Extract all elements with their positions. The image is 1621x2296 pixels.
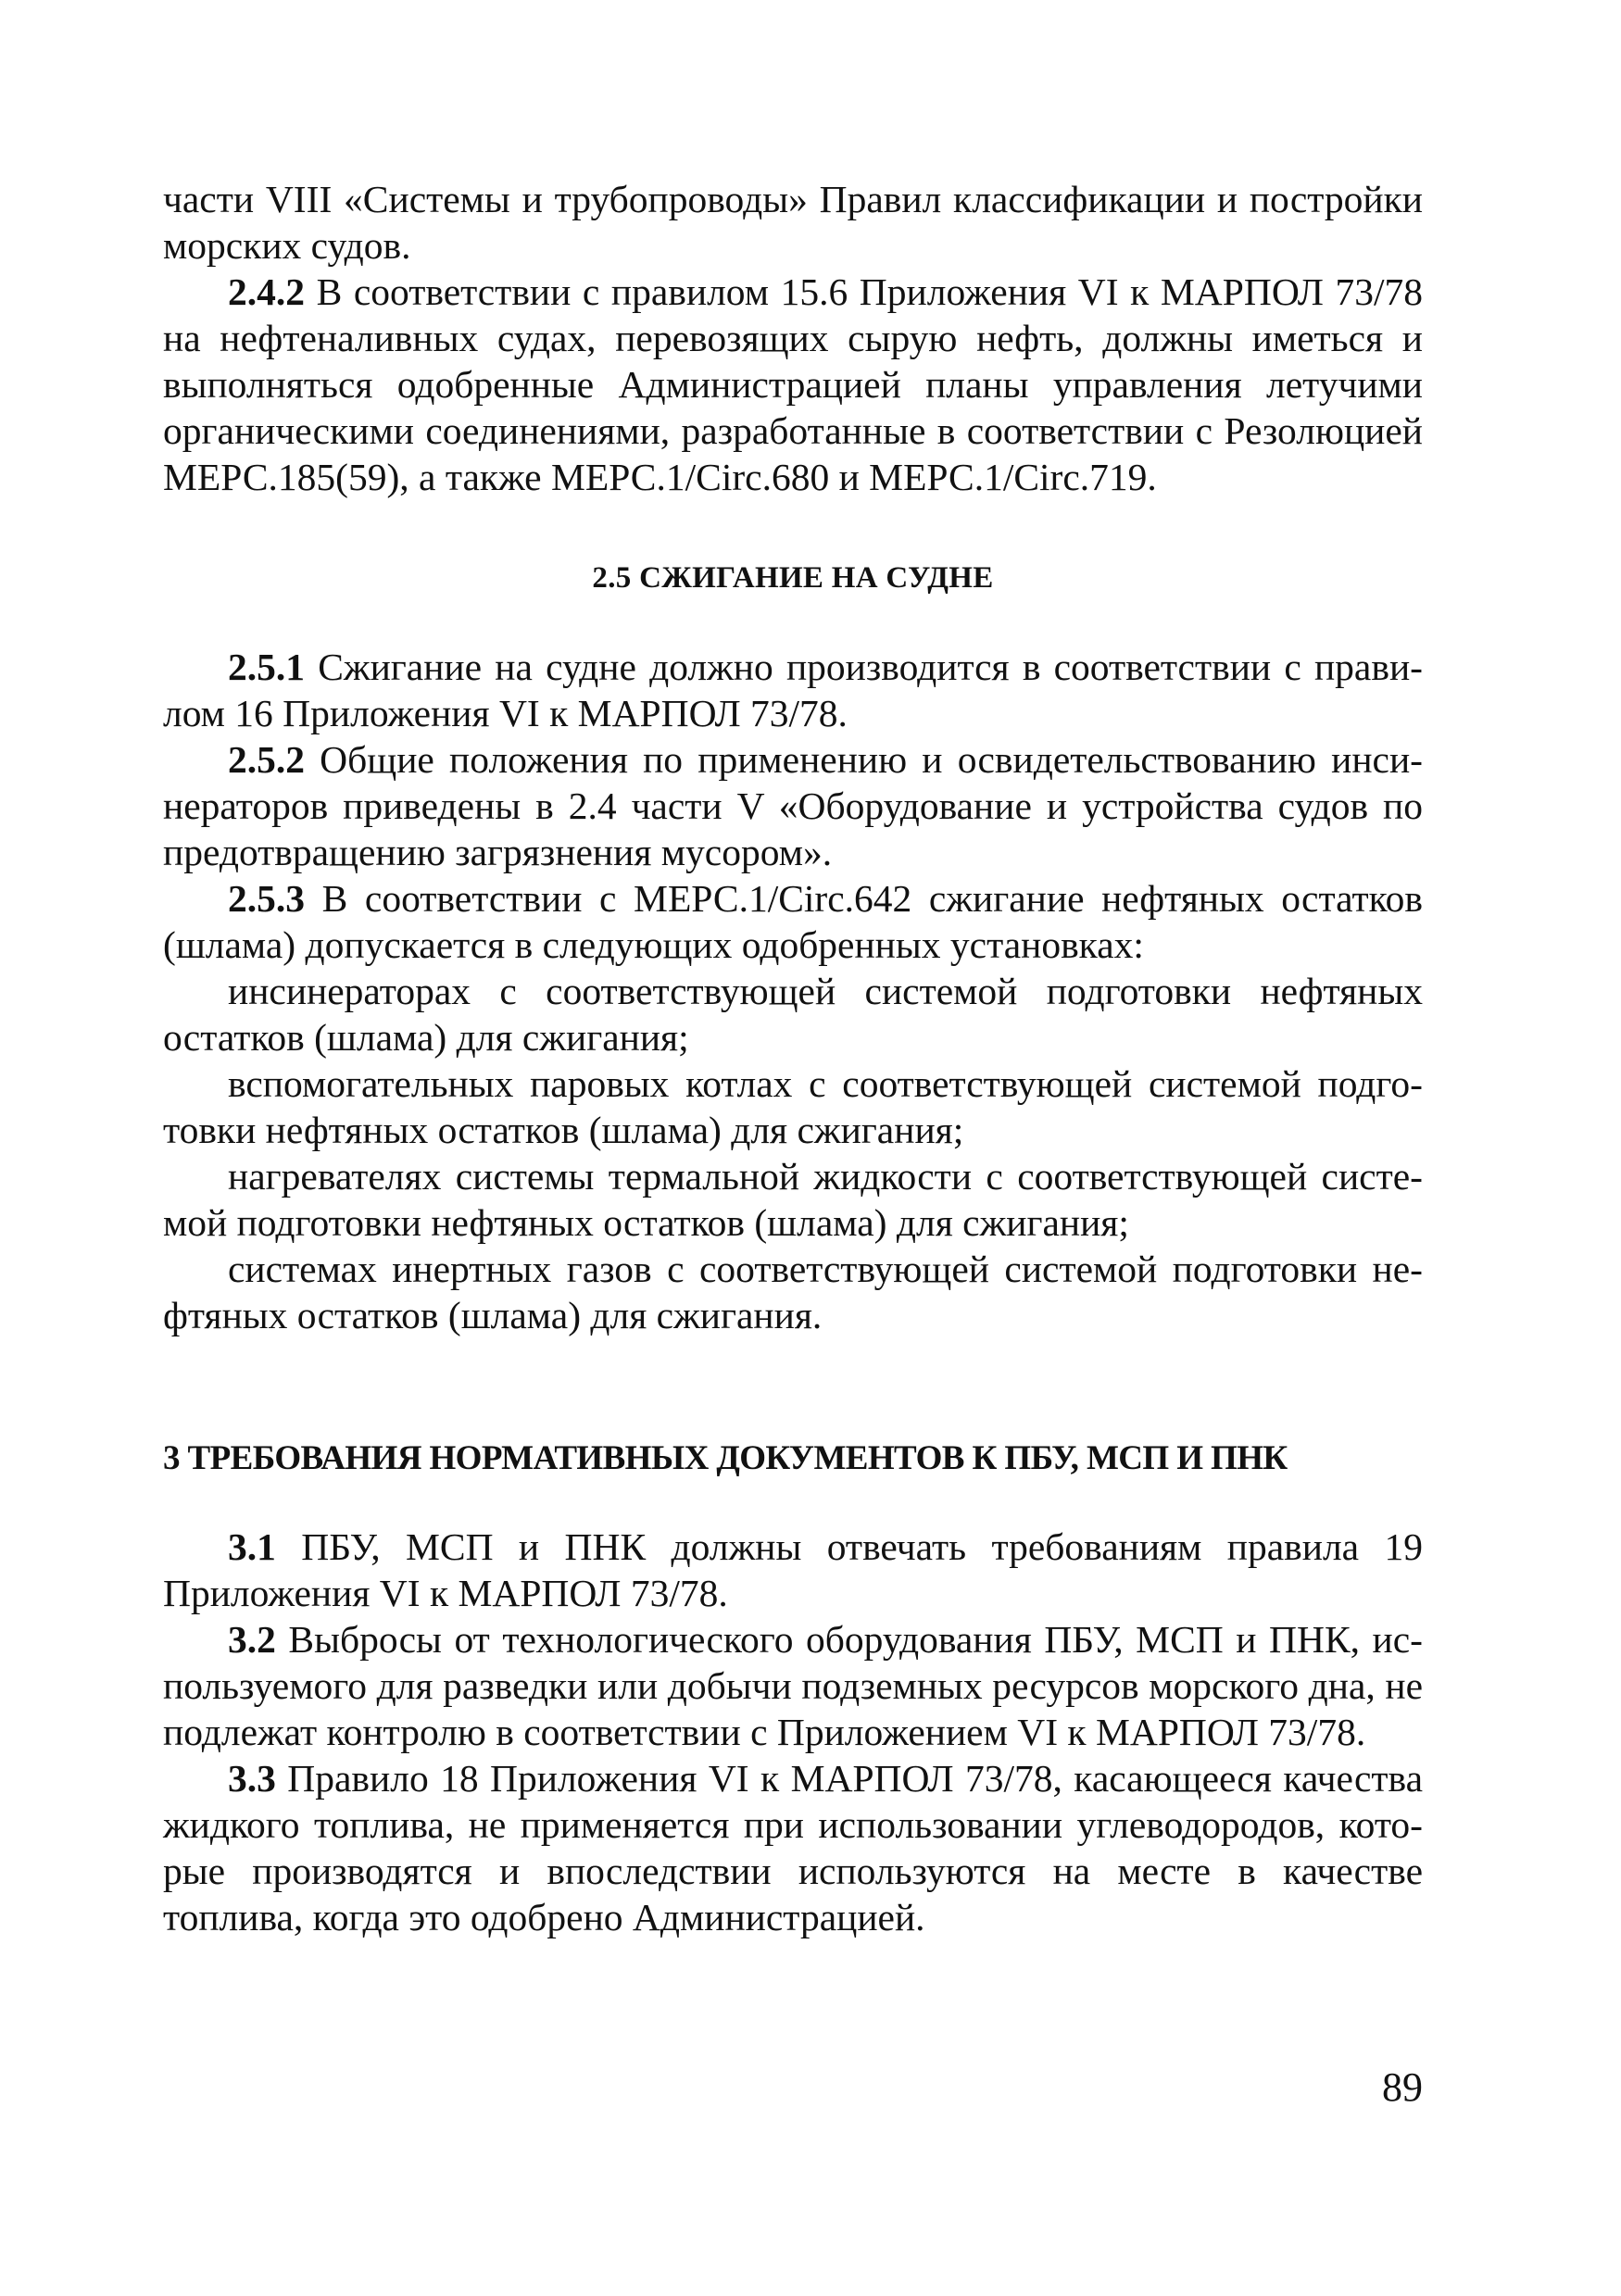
section-heading-2-5: 2.5 СЖИГАНИЕ НА СУДНЕ — [592, 561, 994, 595]
text-block-3 — [163, 1524, 1423, 1940]
paragraph-2-5-1 — [163, 644, 1423, 736]
paragraph-text: В соответствии с МЕРС.1/Circ.642 сжигание нефтяных остатков (шлама) допускается в следующих одобренных установках: — [163, 877, 1423, 966]
clause-number: 3.3 — [228, 1757, 276, 1800]
list-item: вспомогательных паровых котлах с соответствующей системой подготовки нефтяных остатков (шлама) для сжигания; — [163, 1062, 1423, 1151]
clause-number: 3.1 — [228, 1525, 276, 1568]
chapter-heading-3: 3 ТРЕБОВАНИЯ НОРМАТИВНЫХ ДОКУМЕНТОВ К ПБУ, МСП И ПНК — [163, 1439, 1288, 1477]
paragraph-2-5-2 — [163, 736, 1423, 875]
paragraph-3-3 — [163, 1755, 1423, 1940]
list-item: инсинераторах с соответствующей системой подготовки нефтяных остатков (шлама) для сжигания; — [163, 970, 1423, 1059]
paragraph-text: части VIII «Системы и трубопроводы» Правил классификации и постройки морских судов. — [163, 178, 1423, 267]
clause-number: 2.4.2 — [228, 270, 305, 313]
paragraph-text: Правило 18 Приложения VI к МАРПОЛ 73/78, касающееся качества жидкого топлива, не применяется при использовании углеводородов, которые производятся и впоследствии используются на месте в качестве топлива, когда это одобрено Администрацией. — [163, 1757, 1423, 1938]
list-item: системах инертных газов с соответствующей системой подготовки нефтяных остатков (шлама) для сжигания. — [163, 1248, 1423, 1336]
text-block-2-5 — [163, 644, 1423, 1338]
paragraph-2-5-3 — [163, 875, 1423, 968]
paragraph-3-1 — [163, 1524, 1423, 1616]
paragraph-3-2 — [163, 1616, 1423, 1755]
page-number: 89 — [1382, 2064, 1423, 2110]
paragraph-2-4-2 — [163, 269, 1423, 500]
paragraph-text: Сжигание на судне должно производится в соответствии с правилом 16 Приложения VI к МАРПОЛ 73/78. — [163, 646, 1423, 734]
paragraph-continuation — [163, 176, 1423, 269]
paragraph-text: ПБУ, МСП и ПНК должны отвечать требованиям правила 19 Приложения VI к МАРПОЛ 73/78. — [163, 1525, 1423, 1614]
text-block-2-4 — [163, 176, 1423, 500]
clause-number: 3.2 — [228, 1618, 276, 1661]
paragraph-text: Общие положения по применению и освидетельствованию инсинераторов приведены в 2.4 части V «Оборудование и устройства судов по предотвращению загрязнения мусором». — [163, 738, 1423, 873]
clause-number: 2.5.3 — [228, 877, 305, 920]
paragraph-text: В соответствии с правилом 15.6 Приложения VI к МАРПОЛ 73/78 на нефтеналивных судах, перевозящих сырую нефть, должны иметься и выполняться одобренные Администрацией планы управления летучими органическими соединениями, разработанные в соответствии с Резолюцией МЕРС.185(59), а также МЕРС.1/Circ.680 и МЕРС.1/Circ.719. — [163, 270, 1423, 498]
list-item: нагревателях системы термальной жидкости с соответствующей системой подготовки нефтяных остатков (шлама) для сжигания; — [163, 1155, 1423, 1244]
clause-number: 2.5.1 — [228, 646, 305, 688]
paragraph-text: Выбросы от технологического оборудования ПБУ, МСП и ПНК, используемого для разведки или добычи подземных ресурсов морского дна, не подлежат контролю в соответствии с Приложением VI к МАРПОЛ 73/78. — [163, 1618, 1423, 1753]
clause-number: 2.5.2 — [228, 738, 305, 781]
